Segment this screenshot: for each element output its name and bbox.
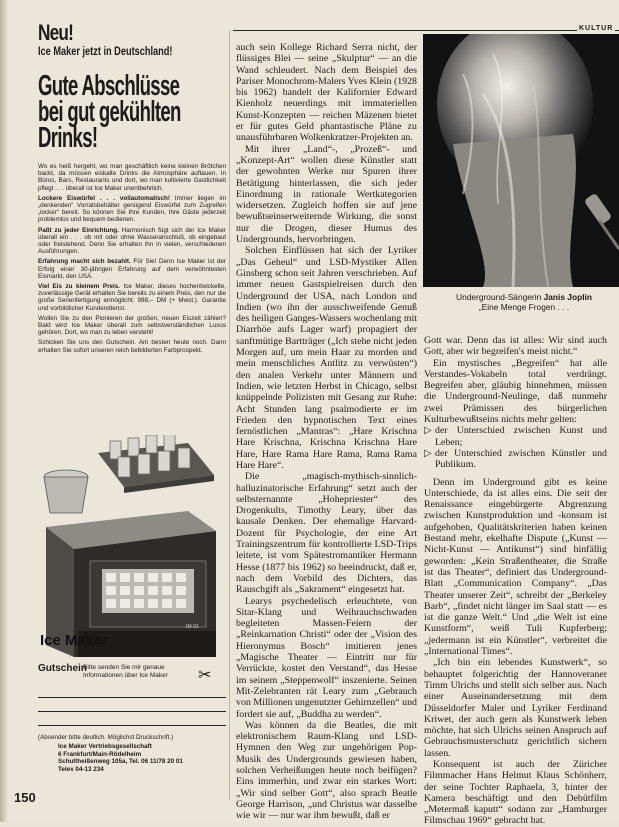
bullet-item (424, 448, 607, 471)
ad-lead: Lockere Eiswürfel . . . vollautomatisch! (38, 194, 170, 202)
ad-headline: Neu! (38, 20, 74, 45)
sender-block (38, 734, 226, 773)
coupon-line[interactable] (38, 711, 226, 712)
caption-prefix: Underground-Sängerin (456, 292, 542, 302)
article-column-2 (424, 335, 607, 827)
article-paragraph: Die „magisch-mythisch-sinnlich-halluzinatorische Erfahrung“ setzt auch der selbsternannte „Hohepriester“ des Drogenkults, Timothy Leary, über das kausale Denken. Der ehemalige Harvard-Dozent für Psychologie, der eine Art Trainingszentrum für kontrollierte LSD-Trips leitete, ist vom Spätestromantiker Hermann Hesse (1877 bis 1962) so beeindruckt, daß er, nach dem Vorbild des Dichters, das Rauschgift als „Sakrament“ eingesetzt hat. (236, 471, 417, 596)
bullet-text: der Unterschied zwischen Künstler und Publikum. (435, 447, 607, 471)
sender-note: (Absender bitte deutlich. Möglichst Druckschrift.) (38, 734, 174, 741)
article-paragraph: Was können da die Beatles, die mit elektronischem Raum-Klang und LSD-Hymnen den Weg zur ungehörigen Pop-Musik des Undergrounds gewiesen haben, solchen Verheißungen heute noch beifügen? Eins immerhin, und zwar ein starkes Wort: „Wir sind selber Gott“, also sprach Beatle George Harrison, „und Christus war dasselbe wie wir — nur war ihm bewußt, daß er (236, 719, 417, 822)
coupon[interactable] (38, 663, 226, 684)
ad-big-line-1: Gute Abschlüsse (38, 70, 180, 102)
ad-lead: Paßt zu jeder Einrichtung. (38, 226, 119, 234)
ad-paragraph: Wo es heiß hergeht, wo man geschäftlich keine kleinen Brötchen backt, da müssen eiskalte Drinks die Atmosphäre auftauen. In Büros, Bars, Restaurants und dort, wo man kultivierte Gastlichkeit pflegt . . . überall ist Ice Maker unentbehrlich. (38, 163, 226, 192)
address-line: Telex 04-13 234 (58, 765, 104, 773)
ad-subhead: Ice Maker jetzt in Deutschland! (38, 46, 173, 58)
article-paragraph: auch sein Kollege Richard Serra nicht, der flüssiges Blei — seine „Skulptur“ — an die Wand schleudert. Nach dem Beispiel des Pariser Monochrom-Malers Yves Klein (1928 bis 1962) handelt der Kalifornier Edward Kienholz neuerdings mit immateriellen Kunst-Konzepten — reichen Mäzenen bietet er für gutes Geld phantastische Pläne zu unausführbaren Wolkenkratzer-Projekten an. (236, 42, 417, 144)
photo-caption (434, 292, 614, 312)
caption-name: Janis Joplin (543, 292, 592, 302)
coupon-line[interactable] (38, 725, 226, 726)
photo-image (423, 34, 619, 287)
triangle-bullet-icon: ▷ (424, 447, 432, 459)
ice-maker-ad (38, 22, 226, 357)
ad-body (38, 163, 226, 354)
article-paragraph: Ein mystisches „Begreifen“ hat alle Verstandes-Vokabeln total verdrängt. Begreifen aber, gläubig hinnehmen, müssen die Underground-Neulinge, daß nunmehr zwei Prämissen des bürgerlichen Kulturbewußtseins nichts mehr gelten: (424, 357, 607, 426)
ad-text: Harmonisch fügt sich der Ice Maker überall ein . . . ob mit oder ohne Wasseranschluß, ob eingebaut oder freistehend. Denn Sie erhalten ihn in vielen, verschiedenen Ausführungen. (38, 226, 227, 256)
ad-paragraph: Wollen Sie zu den Pionieren der großen, neuen Eiszeit zählen? Bald wird Ice Maker überall zum selbstverständlichen Luxus gehören. Dort, wo man zu leben versteht! (38, 314, 226, 337)
ad-paragraph (38, 283, 226, 312)
ice-maker-product-photo (38, 435, 216, 657)
article-paragraph: Denn im Underground gibt es keine Unterschiede, da ist alles eins. Die seit der Renaissance eingebürgerte Abgrenzung zwischen Kunstproduktion und -konsum ist aufgehoben, Qualitätskriterien haben keinen Bestand mehr, ekelhafte Dispute („Kunst — Nicht-Kunst — Antikunst“) sind hinfällig geworden: „Kein Straßentheater, die Straße ist das Theater“, definiert das Underground-Blatt „Communication Company“. „Das Theater unserer Zeit“, schreibt der „Berkeley Barb“, „findet nicht länger im Saal statt — es ist die ganze Welt.“ Und „die Welt ist eine Kunstform“, weiß Tuli Kupferberg; „jedermann ist ein Künstler“, verbreitet die „International Times“. (424, 476, 607, 658)
bullet-item (424, 425, 607, 448)
ad-text: Ice Maker, dieses hochentwickelte, zuverlässige Gerät erhalten Sie bereits zu einem Preis, den nur die große Serienfertigung ermöglicht: 998,– DM (+ Mwst.). Garantie und vorbildlicher Kundendienst. (38, 283, 226, 312)
ad-paragraph: Schicken Sie uns den Gutschein. Am besten heute noch. Dann erhalten Sie sofort unseren reich bebilderten Farbprospekt. (38, 339, 226, 354)
bullet-text: der Unterschied zwischen Kunst und Leben; (435, 425, 607, 448)
coupon-text: Bitte senden Sie mir genaue Informationen über Ice Maker (83, 664, 168, 679)
section-rule (233, 30, 619, 31)
scissors-icon: ✂ (198, 667, 212, 684)
article-paragraph: Learys psychedelisch erleuchtete, von Sitar-Klang und Weihrauchschwaden begleiteten Massen-Feiern der „Reinkarnation Christi“ oder der „Vision des Hieronymus Bosch“ imitieren jenes „Magische Theater — Eintritt nur für Verrückte, kostet den Verstand“, das Hesse im seinem „Steppenwolf“ inszenierte. Seinen Mit-Zelebranten rät Leary zum „Gebrauch von Millionen ungenutzter Gehirnzellen“ und fordert sie auf, „Buddha zu werden“. (236, 595, 417, 720)
article-paragraph: „Ich bin ein lebendes Kunstwerk“, so behauptet folgerichtig der Hannoveraner Timm Ulrichs und stellt sich selber aus. Nach einer Auseinandersetzung mit dem Düsseldorfer Maler und Lyriker Ferdinand Kriwet, der auch gern als Kunstwerk leben möchte, hat sich Ulrichs seinen Anspruch auf Gebrauchsmusterschutz gerichtlich sichern lassen. (424, 657, 607, 759)
ad-big-line-2: bei gut gekühlten (38, 96, 181, 128)
caption-line-2: „Eine Menge Frogen . . . (478, 302, 570, 312)
ad-paragraph (38, 258, 226, 280)
article-column-1 (236, 42, 417, 821)
triangle-bullet-icon: ▷ (424, 425, 432, 437)
address-line: Ice Maker Vertriebsgesellschaft (58, 743, 152, 751)
product-label: Ice Maker (40, 632, 109, 649)
article-paragraph: Solchen Einflüssen hat sich der Lyriker „Das Geheul“ und LSD-Mystiker Allen Ginsberg schon seit Jahren verschrieben. Auf immer neuen Gastspielreisen durch den Underground der USA, nach London und Indien (wo ihn der ausschweifende Genuß des heiligen Ganges-Wassers wochenlang mit Diarrhöe aufs Lager warf) propagiert der sanftmütige Bartträger („Ich stehe nicht jeden Morgen auf, um mein Haar zu morden und mein menschliches Antlitz zu verwüsten“) den analen Verkehr unter Männern und Indien, wie letzten Herbst in Chicago, selbst knüppelnde Polizisten mit Gesang zur Ruhe: Acht Stunden lang psalmodierte er im Frieden den hypnotischen Text eines fernöstlichen „Mantras“: „Hare Krischna Hare Krischna, Krischna Krischna Hare Hare, Hare Rama Hare Rama, Rama Rama Hare Hare“. (236, 245, 417, 471)
column-divider (229, 30, 230, 800)
article-paragraph: Mit ihrer „Land“-, „Prozeß“- und „Konzept-Art“ wollen diese Künstler statt der gewohnten Werke nur Spuren ihrer Betätigung hinterlassen, die sich jeder Einordnung in rationale Wertkategorien widersetzen. Zugleich hoffen sie auf jene bewußtseinserweiternde Wirkung, die sonst nur die Drogen, dieser Humus des Undergrounds, hervorbringen. (236, 143, 417, 246)
page-number: 150 (14, 790, 36, 805)
ad-big-headline (38, 70, 181, 154)
ad-text: Immer liegen im „denkenden“ Vorratsbehälter genügend Eiswürfel zum Zugreifen „locker“ bereit. So können Sie Ihre Kunden, Ihre Gäste jederzeit problemlos und bequem bedienen. (38, 194, 226, 224)
company-address (38, 743, 226, 773)
ad-lead: Erfahrung macht sich bezahlt. (38, 258, 131, 266)
article-paragraph: Konsequent ist auch der Züricher Filmmacher Hans Helmut Klaus Schönherr, der seine Tochter Raphaela, 3, hinter der Kamera beschäftigt und den Debütfilm „Metermaß kaputt“ sodann zur „Hamburger Filmschau 1969“ gebracht hat. (424, 758, 607, 827)
section-label: KULTUR (579, 25, 614, 32)
article-paragraph: Gott war. Denn das ist alles: Wir sind auch Gott, aber wir begreifen's meist nicht.“ (424, 335, 607, 358)
address-line: 6 Frankfurt/Main-Rödelheim (58, 750, 142, 758)
coupon-title: Gutschein (38, 663, 87, 674)
ad-text: Für Sie! Denn Ice Maker ist der Erfolg einer 30-jährigen Erfahrung auf dem verwöhntesten Eismarkt, den USA. (38, 258, 227, 280)
page-gutter-shadow (0, 0, 8, 822)
ad-big-line-3: Drinks! (38, 122, 98, 154)
ad-paragraph (38, 195, 226, 224)
ad-lead: Viel Eis zu kleinem Preis. (38, 283, 121, 291)
address-line: Schultheißenweg 105a, Tel. 06 11/78 20 01 (58, 758, 183, 766)
janis-joplin-photo (423, 34, 619, 287)
caption-line-1 (434, 292, 614, 302)
coupon-line[interactable] (38, 697, 226, 698)
model-label: IM-91 (186, 624, 199, 630)
ad-paragraph (38, 227, 226, 256)
